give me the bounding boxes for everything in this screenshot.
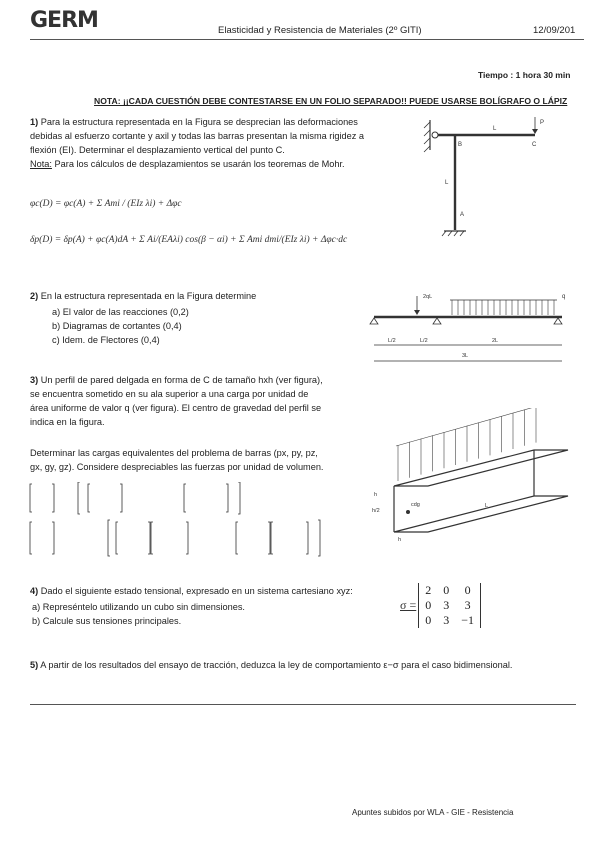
logo-text: GERM: [30, 8, 98, 33]
q1-frame-figure: [420, 112, 570, 252]
q4-stress-tensor: [400, 583, 481, 628]
q4-matrix-cell: 3: [443, 613, 450, 627]
q2-text: [30, 289, 350, 347]
q2-support-left: [370, 318, 378, 324]
q1-number: 1): [30, 117, 39, 127]
q3-label-cdg: cdg: [411, 502, 420, 508]
course-title: Elasticidad y Resistencia de Materiales (2º GITI): [218, 25, 422, 36]
q2-support-right: [554, 318, 562, 324]
q5-body: A partir de los resultados del ensayo de tracción, deduzca la ley de comportamiento ε−σ para el caso bidimensional.: [40, 660, 513, 670]
q4-matrix: [418, 583, 481, 628]
q1-note-text: Para los cálculos de desplazamientos se usarán los teoremas de Mohr.: [51, 159, 345, 169]
q3-profile-figure: [368, 408, 578, 543]
q4-matrix-cell: 0: [425, 613, 432, 627]
q3-distributed-load: [396, 408, 538, 481]
q2-label-2qL: 2qL: [423, 294, 433, 300]
footer-credit: Apuntes subidos por WLA - GIE - Resistencia: [352, 808, 514, 817]
q1-label-L-side: L: [445, 180, 449, 186]
q3-task: [30, 446, 370, 474]
q2-support-mid: [433, 318, 441, 324]
q1-label-C: C: [532, 142, 537, 148]
q3-centroid-marker: [406, 510, 410, 514]
q3-label-h: h: [374, 492, 378, 498]
q2-label-L2-b: L/2: [420, 338, 428, 344]
q2-label-q: q: [562, 294, 566, 300]
q5-number: 5): [30, 660, 39, 670]
q4-matrix-cell: 0: [443, 583, 450, 597]
logo: [30, 8, 98, 36]
exam-duration: Tiempo : 1 hora 30 min: [478, 70, 571, 80]
bottom-rule: [30, 704, 576, 705]
q2-distributed-load: [450, 300, 557, 315]
q4-text: [30, 584, 390, 628]
q1-wall-support: [424, 120, 438, 152]
q1-text: [30, 115, 415, 171]
q4-item-a: a) Represéntelo utilizando un cubo sin dimensiones.: [32, 602, 245, 612]
q1-formula-1: φc(D) = φc(A) + Σ Ami / (EIz λi) + Δφc: [30, 199, 182, 209]
q1-label-P: P: [540, 120, 545, 126]
q1-line-2: debidas al esfuerzo cortante y axil y todas las barras presentan la misma rigidez a: [30, 131, 364, 141]
q4-intro: Dado el siguiente estado tensional, expresado en un sistema cartesiano xyz:: [40, 586, 353, 596]
q2-label-2L: 2L: [492, 338, 499, 344]
q1-ground-support: [442, 231, 466, 236]
q3-line-3: área uniforme de valor q (ver figura). El centro de gravedad del perfil se: [30, 403, 322, 413]
q2-item-c: c) Idem. de Flectores (0,4): [52, 335, 160, 345]
q4-matrix-cell: 3: [443, 598, 450, 612]
q4-matrix-cell: 0: [464, 583, 471, 597]
q5-text: [30, 658, 590, 672]
q3-line-2: se encuentra sometido en su ala superior a una carga por unidad de: [30, 389, 309, 399]
q1-label-L-top: L: [493, 126, 497, 132]
q3-text: [30, 373, 360, 429]
q4-number: 4): [30, 586, 39, 596]
q2-item-a: a) El valor de las reacciones (0,2): [52, 307, 189, 317]
q1-label-A: A: [460, 212, 465, 218]
exam-note: NOTA: ¡¡CADA CUESTIÓN DEBE CONTESTARSE EN UN FOLIO SEPARADO!! PUEDE USARSE BOLÍGRAFO O LÁPIZ: [94, 96, 568, 106]
q2-label-L2-a: L/2: [388, 338, 396, 344]
q3-label-L: L: [485, 503, 489, 509]
q1-note-label: Nota:: [30, 159, 52, 169]
q4-sigma-symbol: σ =: [400, 598, 417, 612]
q4-matrix-cell: 3: [464, 598, 471, 612]
q3-label-h-bottom: h: [398, 537, 402, 543]
q4-matrix-cell: −1: [461, 613, 475, 627]
q1-line-1: Para la estructura representada en la Figura se desprecian las deformaciones: [40, 117, 358, 127]
q2-beam-figure: [362, 288, 577, 366]
q1-label-B: B: [458, 142, 463, 148]
q3-c-profile: [394, 450, 568, 532]
q4-item-b: b) Calcule sus tensiones principales.: [32, 616, 182, 626]
q3-line-4: indica en la figura.: [30, 417, 105, 427]
q1-formula-2: δp(D) = δp(A) + φc(A)dA + Σ Ai/(EAλi) cos(β − αi) + Σ Ami dmi/(EIz λi) + Δφc·dc: [30, 235, 348, 245]
q4-matrix-cell: 0: [425, 598, 432, 612]
q2-label-3L: 3L: [462, 353, 469, 359]
q4-matrix-cell: 2: [425, 583, 432, 597]
exam-date: 12/09/201: [533, 25, 576, 36]
q2-item-b: b) Diagramas de cortantes (0,4): [52, 321, 182, 331]
q3-task-1: Determinar las cargas equivalentes del problema de barras (px, py, pz,: [30, 448, 318, 458]
header-rule: [30, 39, 584, 40]
q3-task-2: gx, gy, gz). Considere despreciables las fuerzas por unidad de volumen.: [30, 462, 324, 472]
q2-number: 2): [30, 291, 39, 301]
q3-number: 3): [30, 375, 39, 385]
q2-intro: En la estructura representada en la Figura determine: [40, 291, 257, 301]
q3-line-1: Un perfil de pared delgada en forma de C de tamaño hxh (ver figura),: [40, 375, 323, 385]
q3-equations: [28, 482, 328, 567]
q3-label-h2: h/2: [372, 508, 380, 514]
q1-line-3: flexión (EI). Determinar el desplazamiento vertical del punto C.: [30, 145, 285, 155]
